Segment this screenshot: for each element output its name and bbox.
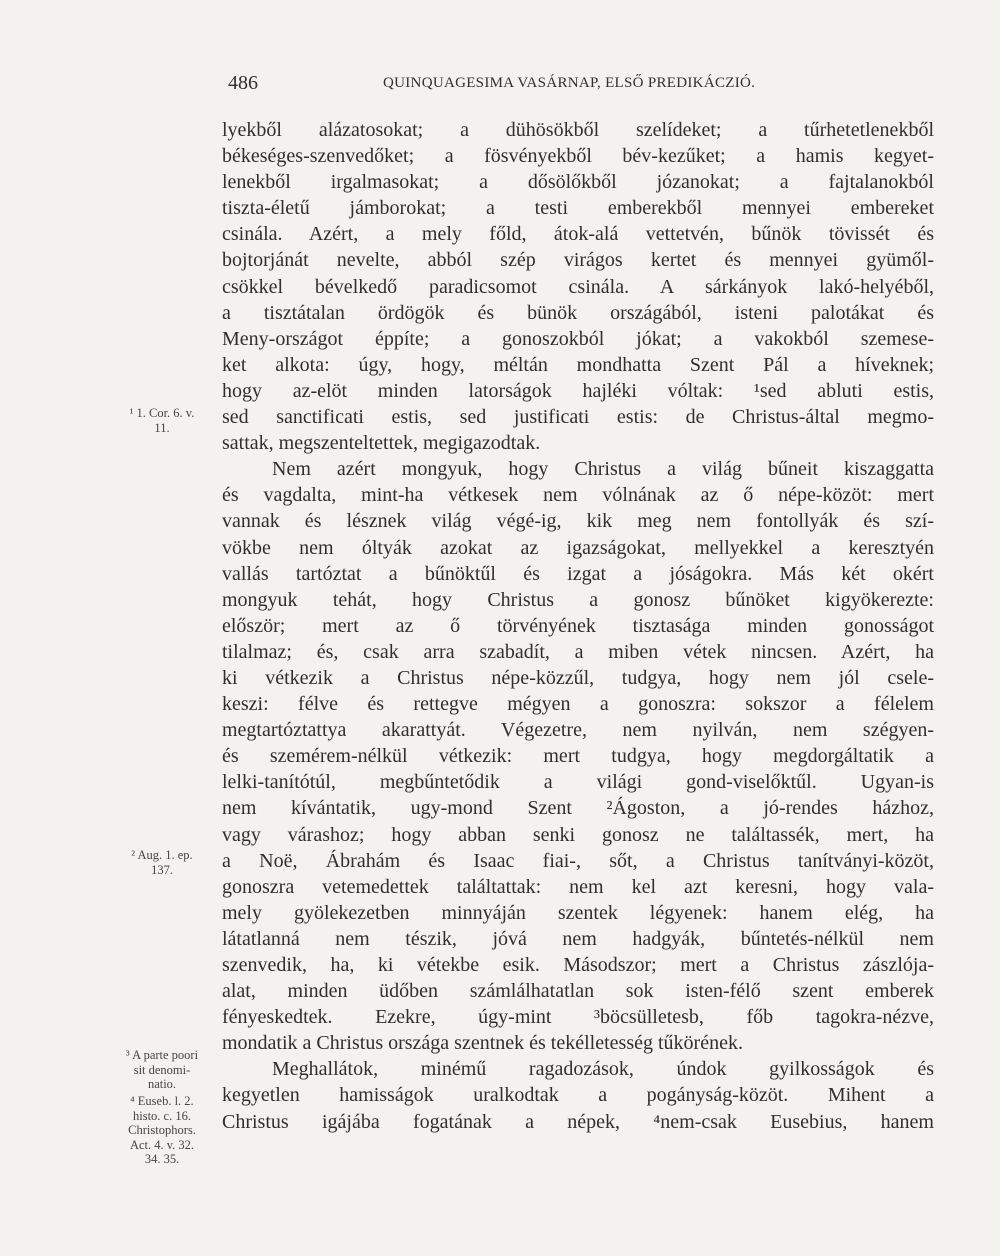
side-note-line: natio. <box>147 1077 177 1091</box>
text-line: Meny-országot éppíte; a gonoszokból jókat; a vakokból szemese- <box>222 327 934 350</box>
text-line: megtartóztattya akarattyát. Végezetre, nem nyilván, nem szégyen- <box>222 719 934 742</box>
text-line: Christus igájába fogatának a népek, ⁴nem-csak Eusebius, hanem <box>222 1110 934 1133</box>
text-line: mongyuk tehát, hogy Christus a gonosz bűnöket kigyökerezte: <box>222 588 934 611</box>
text-line: és vagdalta, mint-ha vétkesek nem vólnának az ő népe-közöt: mert <box>222 484 934 507</box>
side-note-line: Act. 4. v. 32. <box>129 1137 195 1152</box>
text-line: békeséges-szenvedőket; a fösvényekből bév-kezűket; a hamis kegyet- <box>222 145 934 168</box>
text-line: keszi: félve és rettegve mégyen a gonoszra: sokszor a félelem <box>222 693 934 716</box>
side-note-line: 11. <box>154 420 170 435</box>
text-line: vannak és lésznek világ végé-ig, kik meg nem fontollyák és szí- <box>222 510 934 533</box>
side-note-line: 34. 35. <box>144 1152 180 1166</box>
text-line: bojtorjánát nevelte, abból szép virágos kertet és mennyei gyümől- <box>222 249 934 272</box>
running-title: QUINQUAGESIMA VASÁRNAP, ELSŐ PREDIKÁCZIÓ. <box>383 75 756 91</box>
side-note-3 <box>108 1048 216 1092</box>
text-line: fényeskedtek. Ezekre, úgy-mint ³böcsülletesb, főb tagokra-nézve, <box>222 1006 934 1029</box>
side-note-line: ³ A parte poori <box>125 1048 199 1062</box>
text-line: sattak, megszenteltettek, megigazodtak. <box>222 432 541 455</box>
side-note-line: sit denomi- <box>133 1062 191 1077</box>
body-text <box>222 117 934 1135</box>
text-line: lyekből alázatosokat; a dühösökből szelídeket; a tűrhetetlenekből <box>222 119 934 141</box>
text-line: alat, minden üdőben számlálhatatlan sok isten-félő szent emberek <box>222 980 934 1003</box>
text-line: először; mert az ő törvényének tisztasága minden gonosságot <box>222 614 934 637</box>
text-line: tilalmaz; és, csak arra szabadít, a miben vétek nincsen. Azért, ha <box>222 640 934 663</box>
text-line: szenvedik, ha, ki vétekbe esik. Másodszor; mert a Christus zászlója- <box>222 954 934 976</box>
side-note-line: histo. c. 16. <box>133 1108 191 1123</box>
text-line: nem kívántatik, ugy-mond Szent ²Ágoston, a jó-rendes házhoz, <box>222 797 934 820</box>
side-note-line: Christophors. <box>128 1123 196 1137</box>
side-note-1 <box>108 406 216 435</box>
text-line: sed sanctificati estis, sed justificati estis: de Christus-által megmo- <box>222 406 934 429</box>
text-line: Nem azért mongyuk, hogy Christus a világ bűneit kiszaggatta <box>272 458 934 481</box>
text-line: a Noë, Ábrahám és Isaac fiai-, sőt, a Christus tanítványi-közöt, <box>222 849 934 872</box>
text-line: kegyetlen hamisságok uralkodtak a pogányság-közöt. Mihent a <box>222 1084 934 1107</box>
side-note-line: ⁴ Euseb. l. 2. <box>130 1094 194 1108</box>
side-note-line: 137. <box>151 862 173 877</box>
text-line: vallás tartóztat a bűnöktűl és izgat a jóságokra. Más két okért <box>222 562 934 585</box>
text-line: lelki-tanítótúl, megbűntetődik a világi gond-viselőktűl. Ugyan-is <box>222 771 934 794</box>
side-note-2 <box>108 848 216 877</box>
text-line: Meghallátok, minémű ragadozások, úndok gyilkosságok és <box>272 1058 934 1081</box>
text-line: ket alkota: úgy, hogy, méltán mondhatta Szent Pál a híveknek; <box>222 353 934 376</box>
text-line: a tisztátalan ördögök és bünök országából, isteni palotákat és <box>222 301 934 324</box>
text-line: csinála. Azért, a mely főld, átok-alá vettetvén, bűnök tövissét és <box>222 223 934 246</box>
text-line: gonoszra vetemedettek találtattak: nem kel azt keresni, hogy vala- <box>222 875 934 898</box>
text-line: és szemérem-nélkül vétkezik: mert tudgya, hogy megdorgáltatik a <box>222 745 934 768</box>
text-line: vökbe nem óltyák azokat az igazságokat, mellyekkel a keresztyén <box>222 536 934 559</box>
text-line: tiszta-életű jámborokat; a testi emberekből mennyei embereket <box>222 197 934 220</box>
page-header <box>0 72 1000 102</box>
page-number: 486 <box>228 72 258 94</box>
text-line: lenekből irgalmasokat; a dősölőkből józanokat; a fajtalanokból <box>222 171 934 194</box>
text-line: mondatik a Christus országa szentnek és tekélletesség tűkörének. <box>222 1032 743 1055</box>
text-line: csökkel bévelkedő paradicsomot csinála. A sárkányok lakó-helyéből, <box>222 275 934 298</box>
side-note-line: ² Aug. 1. ep. <box>131 848 193 862</box>
text-line: ki vétkezik a Christus népe-közzűl, tudgya, hogy nem jól csele- <box>222 666 934 689</box>
text-line: vagy várashoz; hogy abban senki gonosz ne találtassék, mert, ha <box>222 823 934 846</box>
text-line: hogy az-elöt minden latorságok hajléki vóltak: ¹sed abluti estis, <box>222 379 934 402</box>
text-line: mely gyölekezetben minnyáján szentek légyenek: hanem elég, ha <box>222 901 934 924</box>
side-note-4 <box>108 1094 216 1167</box>
side-note-line: ¹ 1. Cor. 6. v. <box>129 406 195 420</box>
text-line: látatlanná nem tészik, jóvá nem hadgyák, bűntetés-nélkül nem <box>222 927 934 950</box>
